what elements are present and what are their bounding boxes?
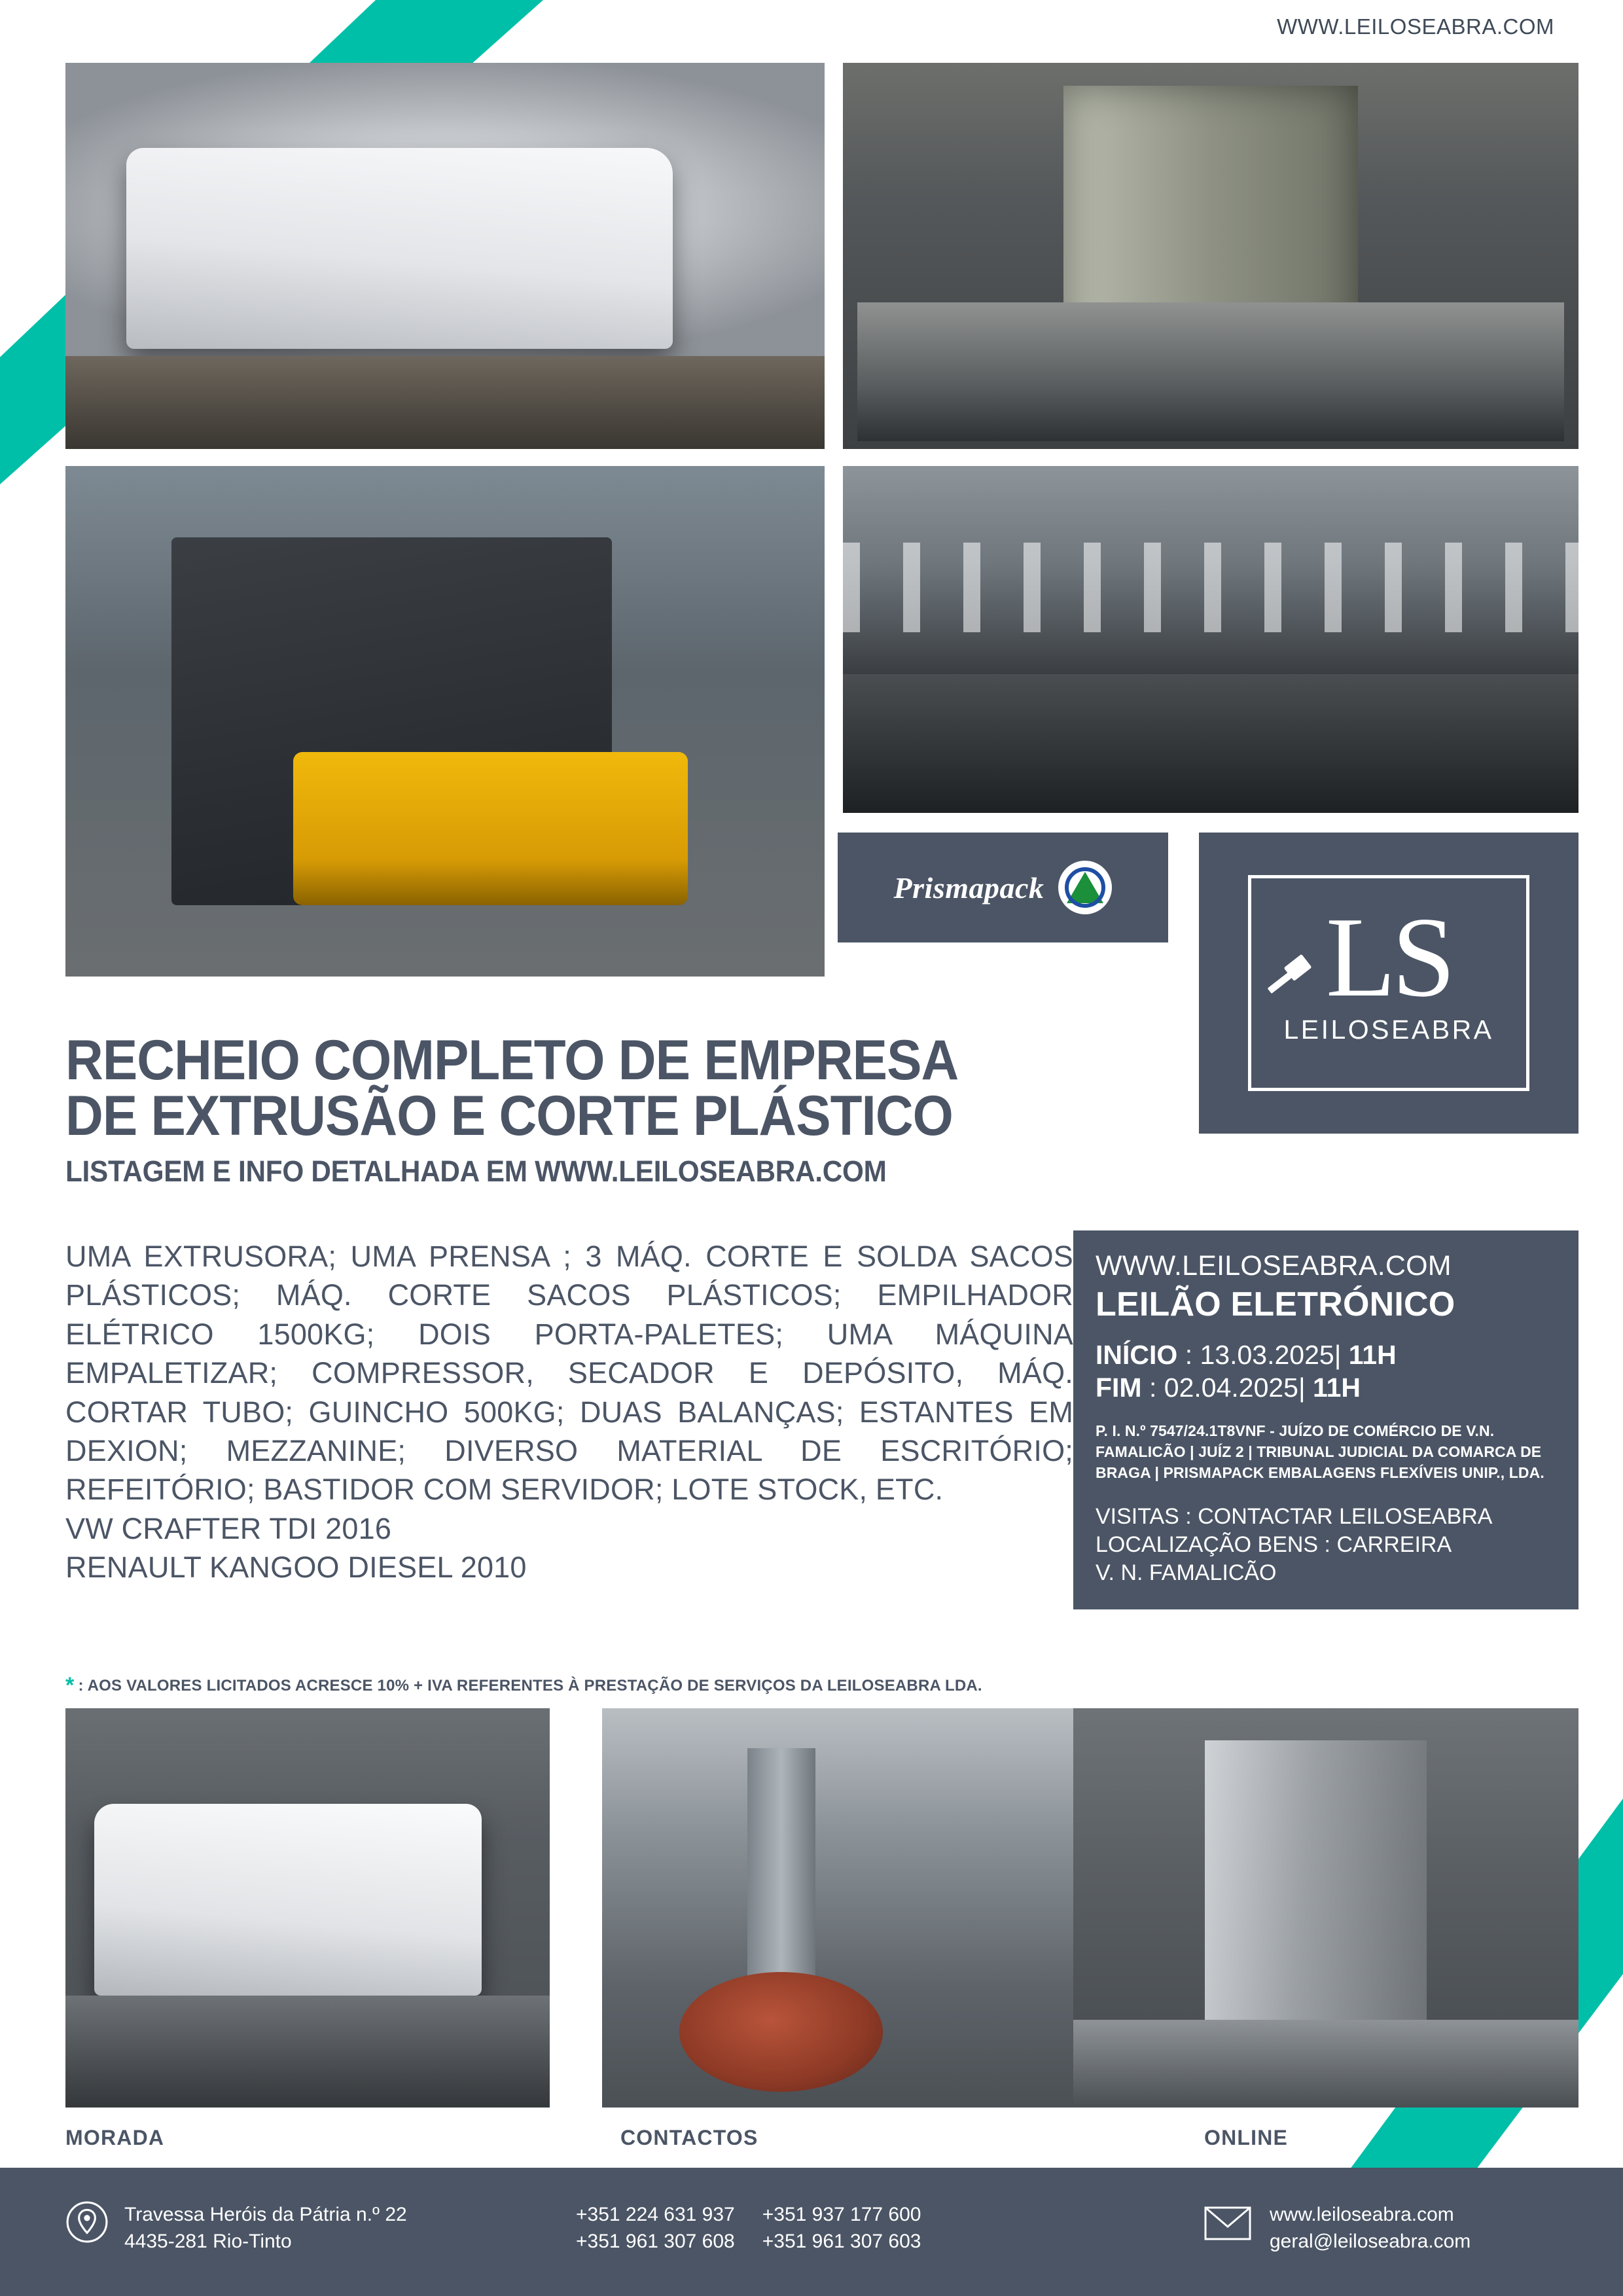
footer-heading-online: ONLINE <box>1204 2126 1289 2149</box>
headline-title <box>65 1029 1063 1148</box>
auction-dates <box>1096 1338 1556 1404</box>
footer-online <box>1270 2202 1471 2255</box>
footer-email-link[interactable]: geral@leiloseabra.com <box>1270 2230 1471 2252</box>
lot-vehicle-1: VW CRAFTER TDI 2016 <box>65 1511 392 1545</box>
footer-phone-4[interactable]: +351 961 307 603 <box>762 2230 921 2252</box>
footer-address-line-2: 4435-281 Rio-Tinto <box>124 2230 292 2252</box>
footer-phone-3[interactable]: +351 937 177 600 <box>762 2204 921 2225</box>
footer-bar <box>0 2168 1623 2296</box>
photo-white-van-interior <box>65 63 825 449</box>
leiloseabra-wordmark: LEILOSEABRA <box>1283 1014 1494 1045</box>
footer-heading-address: MORADA <box>65 2126 165 2149</box>
location-pin-icon <box>65 2200 109 2244</box>
headline-line-1: RECHEIO COMPLETO DE EMPRESA <box>65 1029 959 1092</box>
lot-paragraph: UMA EXTRUSORA; UMA PRENSA ; 3 MÁQ. CORTE E SOLDA SACOS PLÁSTICOS; MÁQ. CORTE SACOS PLÁSTICOS; EMPILHADOR ELÉTRICO 1500KG; DOIS PORTA-PALETES; UMA MÁQUINA EMPALETIZAR; COMPRESSOR, SECADOR E DEPÓSITO, MÁQ. CORTAR TUBO; GUINCHO 500KG; DUAS BALANÇAS; ESTANTES EM DEXION; MEZZANINE; DIVERSO MATERIAL DE ESCRITÓRIO; REFEITÓRIO; BASTIDOR COM SERVIDOR; LOTE STOCK, ETC. <box>65 1240 1073 1507</box>
lot-description <box>65 1237 1073 1587</box>
leiloseabra-monogram: LS <box>1325 893 1452 1020</box>
photo-extrusion-machine <box>843 63 1578 449</box>
auction-visits: VISITAS : CONTACTAR LEILOSEABRA <box>1096 1504 1493 1530</box>
footer-heading-contacts: CONTACTOS <box>620 2126 758 2149</box>
auction-location: LOCALIZAÇÃO BENS : CARREIRA <box>1096 1532 1452 1558</box>
footer-phone-1[interactable]: +351 224 631 937 <box>576 2204 735 2225</box>
fees-note <box>65 1673 1086 1698</box>
footer-site-link[interactable]: www.leiloseabra.com <box>1270 2204 1454 2225</box>
auction-website: WWW.LEILOSEABRA.COM <box>1096 1250 1452 1282</box>
leiloseabra-logo-frame <box>1248 875 1529 1091</box>
fees-note-text: : AOS VALORES LICITADOS ACRESCE 10% + IVA REFERENTES À PRESTAÇÃO DE SERVIÇOS DA LEILOSEABRA LDA. <box>78 1677 982 1695</box>
auction-hammer-icon <box>1262 949 1318 1005</box>
footer-phone-column-2 <box>762 2202 921 2255</box>
auction-visits-info <box>1096 1503 1556 1587</box>
photo-cutting-machine <box>1073 1708 1578 2108</box>
header-website: WWW.LEILOSEABRA.COM <box>1277 14 1554 39</box>
prismapack-logo <box>838 833 1168 942</box>
footer-address-line-1: Travessa Heróis da Pátria n.º 22 <box>124 2204 407 2225</box>
auction-location-city: V. N. FAMALICÃO <box>1096 1560 1277 1585</box>
fees-note-star: * <box>65 1673 75 1698</box>
headline-line-2: DE EXTRUSÃO E CORTE PLÁSTICO <box>65 1085 953 1148</box>
footer-address <box>124 2202 407 2255</box>
photo-renault-kangoo <box>65 1708 550 2108</box>
auction-end-row: FIM : 02.04.2025| 11H <box>1096 1372 1361 1403</box>
footer-phone-2[interactable]: +351 961 307 608 <box>576 2230 735 2252</box>
auction-start-row: INÍCIO : 13.03.2025| 11H <box>1096 1340 1397 1370</box>
auction-end-hour: 11H <box>1313 1372 1361 1403</box>
lot-vehicle-2: RENAULT KANGOO DIESEL 2010 <box>65 1551 527 1585</box>
footer-phone-column-1 <box>576 2202 735 2255</box>
photo-jungheinrich-forklift <box>65 466 825 977</box>
photo-pallet-truck <box>602 1708 1086 2108</box>
envelope-icon <box>1204 2206 1251 2241</box>
headline-subtitle: LISTAGEM E INFO DETALHADA EM WWW.LEILOSEABRA.COM <box>65 1155 887 1189</box>
auction-start-value: 13.03.2025 <box>1200 1340 1334 1370</box>
auction-end-value: 02.04.2025 <box>1164 1372 1298 1403</box>
auction-type: LEILÃO ELETRÓNICO <box>1096 1285 1455 1323</box>
prismapack-triangle-circle-icon <box>1058 861 1112 914</box>
auction-legal-reference: P. I. N.º 7547/24.1T8VNF - JUÍZO DE COMÉRCIO DE V.N. FAMALICÃO | JUÍZ 2 | TRIBUNAL JUDICIAL DA COMARCA DE BRAGA | PRISMAPACK EMBALAGENS FLEXÍVEIS UNIP., LDA. <box>1096 1422 1544 1481</box>
auction-start-hour: 11H <box>1348 1340 1397 1370</box>
prismapack-wordmark: Prismapack <box>893 870 1044 905</box>
footer-contacts <box>576 2202 921 2255</box>
footer-headings <box>0 2122 1623 2168</box>
auction-info-panel <box>1073 1230 1578 1609</box>
headline-block <box>65 1029 1139 1189</box>
leiloseabra-logo <box>1199 833 1578 1134</box>
photo-empty-warehouse <box>843 466 1578 813</box>
auction-end-label: FIM <box>1096 1372 1142 1403</box>
auction-start-label: INÍCIO <box>1096 1340 1178 1370</box>
